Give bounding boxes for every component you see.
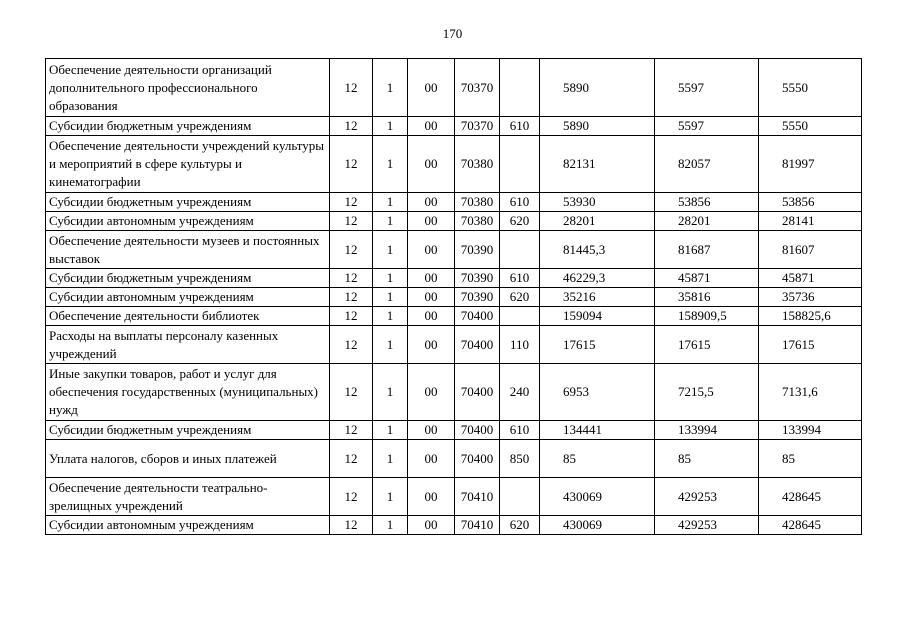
- subsection-code: 1: [373, 212, 408, 231]
- section-code: 12: [330, 231, 373, 269]
- program-code: 00: [408, 193, 455, 212]
- subsection-code: 1: [373, 326, 408, 364]
- table-row: [46, 212, 862, 231]
- target-article-code: 70410: [455, 478, 500, 516]
- budget-item-name: Субсидии бюджетным учреждениям: [46, 193, 330, 212]
- budget-item-name: Субсидии автономным учреждениям: [46, 288, 330, 307]
- program-code: 00: [408, 364, 455, 421]
- table-row: [46, 516, 862, 535]
- budget-item-name: Иные закупки товаров, работ и услуг для обеспечения государственных (муниципальных) нужд: [46, 364, 330, 421]
- expense-type-code: 110: [500, 326, 540, 364]
- target-article-code: 70380: [455, 136, 500, 193]
- subsection-code: 1: [373, 478, 408, 516]
- budget-item-name: Обеспечение деятельности театрально-зрелищных учреждений: [46, 478, 330, 516]
- expense-type-code: [500, 231, 540, 269]
- table-row: [46, 193, 862, 212]
- program-code: 00: [408, 307, 455, 326]
- subsection-code: 1: [373, 421, 408, 440]
- section-code: 12: [330, 193, 373, 212]
- expense-type-code: 620: [500, 212, 540, 231]
- target-article-code: 70380: [455, 212, 500, 231]
- program-code: 00: [408, 421, 455, 440]
- expense-type-code: 240: [500, 364, 540, 421]
- target-article-code: 70400: [455, 364, 500, 421]
- amount-year-1: 35216: [540, 288, 655, 307]
- amount-year-1: 28201: [540, 212, 655, 231]
- table-row: [46, 59, 862, 117]
- expense-type-code: 610: [500, 117, 540, 136]
- budget-table: [45, 58, 862, 535]
- amount-year-2: 158909,5: [655, 307, 759, 326]
- program-code: 00: [408, 288, 455, 307]
- amount-year-1: 430069: [540, 478, 655, 516]
- table-row: [46, 231, 862, 269]
- subsection-code: 1: [373, 193, 408, 212]
- expense-type-code: [500, 307, 540, 326]
- section-code: 12: [330, 136, 373, 193]
- page-number: 170: [442, 26, 463, 41]
- section-code: 12: [330, 269, 373, 288]
- subsection-code: 1: [373, 516, 408, 535]
- amount-year-2: 35816: [655, 288, 759, 307]
- amount-year-3: 35736: [759, 288, 862, 307]
- amount-year-3: 85: [759, 440, 862, 478]
- table-row: [46, 117, 862, 136]
- amount-year-1: 430069: [540, 516, 655, 535]
- table-row: [46, 288, 862, 307]
- amount-year-3: 158825,6: [759, 307, 862, 326]
- section-code: 12: [330, 307, 373, 326]
- table-row: [46, 269, 862, 288]
- amount-year-3: 5550: [759, 117, 862, 136]
- amount-year-3: 428645: [759, 516, 862, 535]
- target-article-code: 70380: [455, 193, 500, 212]
- section-code: 12: [330, 117, 373, 136]
- amount-year-1: 134441: [540, 421, 655, 440]
- amount-year-3: 428645: [759, 478, 862, 516]
- expense-type-code: [500, 478, 540, 516]
- program-code: 00: [408, 231, 455, 269]
- amount-year-3: 5550: [759, 59, 862, 117]
- table-row: [46, 326, 862, 364]
- budget-item-name: Уплата налогов, сборов и иных платежей: [46, 440, 330, 478]
- amount-year-2: 5597: [655, 117, 759, 136]
- budget-item-name: Обеспечение деятельности учреждений культуры и мероприятий в сфере культуры и кинематографии: [46, 136, 330, 193]
- table-row: [46, 307, 862, 326]
- target-article-code: 70390: [455, 269, 500, 288]
- program-code: 00: [408, 440, 455, 478]
- budget-item-name: Субсидии бюджетным учреждениям: [46, 117, 330, 136]
- expense-type-code: 850: [500, 440, 540, 478]
- amount-year-3: 28141: [759, 212, 862, 231]
- amount-year-3: 45871: [759, 269, 862, 288]
- expense-type-code: 610: [500, 269, 540, 288]
- section-code: 12: [330, 364, 373, 421]
- section-code: 12: [330, 478, 373, 516]
- program-code: 00: [408, 136, 455, 193]
- budget-item-name: Обеспечение деятельности библиотек: [46, 307, 330, 326]
- expense-type-code: [500, 136, 540, 193]
- program-code: 00: [408, 516, 455, 535]
- amount-year-1: 5890: [540, 59, 655, 117]
- amount-year-2: 7215,5: [655, 364, 759, 421]
- budget-item-name: Субсидии автономным учреждениям: [46, 212, 330, 231]
- target-article-code: 70400: [455, 307, 500, 326]
- amount-year-2: 429253: [655, 516, 759, 535]
- section-code: 12: [330, 421, 373, 440]
- amount-year-3: 53856: [759, 193, 862, 212]
- budget-item-name: Субсидии бюджетным учреждениям: [46, 269, 330, 288]
- amount-year-2: 429253: [655, 478, 759, 516]
- expense-type-code: 620: [500, 516, 540, 535]
- program-code: 00: [408, 326, 455, 364]
- section-code: 12: [330, 516, 373, 535]
- target-article-code: 70410: [455, 516, 500, 535]
- expense-type-code: 620: [500, 288, 540, 307]
- budget-item-name: Обеспечение деятельности организаций дополнительного профессионального образования: [46, 59, 330, 117]
- table-row: [46, 136, 862, 193]
- amount-year-2: 133994: [655, 421, 759, 440]
- amount-year-2: 28201: [655, 212, 759, 231]
- table-row: [46, 478, 862, 516]
- amount-year-2: 17615: [655, 326, 759, 364]
- budget-item-name: Расходы на выплаты персоналу казенных учреждений: [46, 326, 330, 364]
- amount-year-2: 81687: [655, 231, 759, 269]
- amount-year-3: 81607: [759, 231, 862, 269]
- budget-item-name: Субсидии бюджетным учреждениям: [46, 421, 330, 440]
- amount-year-2: 45871: [655, 269, 759, 288]
- expense-type-code: [500, 59, 540, 117]
- amount-year-1: 17615: [540, 326, 655, 364]
- target-article-code: 70370: [455, 117, 500, 136]
- target-article-code: 70400: [455, 440, 500, 478]
- subsection-code: 1: [373, 136, 408, 193]
- expense-type-code: 610: [500, 193, 540, 212]
- program-code: 00: [408, 269, 455, 288]
- subsection-code: 1: [373, 364, 408, 421]
- section-code: 12: [330, 59, 373, 117]
- subsection-code: 1: [373, 59, 408, 117]
- subsection-code: 1: [373, 288, 408, 307]
- subsection-code: 1: [373, 117, 408, 136]
- section-code: 12: [330, 212, 373, 231]
- amount-year-1: 81445,3: [540, 231, 655, 269]
- target-article-code: 70390: [455, 231, 500, 269]
- program-code: 00: [408, 117, 455, 136]
- target-article-code: 70400: [455, 421, 500, 440]
- program-code: 00: [408, 59, 455, 117]
- amount-year-1: 53930: [540, 193, 655, 212]
- amount-year-1: 6953: [540, 364, 655, 421]
- subsection-code: 1: [373, 307, 408, 326]
- table-row: [46, 421, 862, 440]
- expense-type-code: 610: [500, 421, 540, 440]
- program-code: 00: [408, 478, 455, 516]
- table-row: [46, 440, 862, 478]
- target-article-code: 70390: [455, 288, 500, 307]
- budget-item-name: Обеспечение деятельности музеев и постоянных выставок: [46, 231, 330, 269]
- amount-year-1: 85: [540, 440, 655, 478]
- amount-year-2: 82057: [655, 136, 759, 193]
- section-code: 12: [330, 326, 373, 364]
- amount-year-1: 82131: [540, 136, 655, 193]
- section-code: 12: [330, 440, 373, 478]
- amount-year-2: 53856: [655, 193, 759, 212]
- table-row: [46, 364, 862, 421]
- amount-year-3: 17615: [759, 326, 862, 364]
- section-code: 12: [330, 288, 373, 307]
- amount-year-2: 5597: [655, 59, 759, 117]
- amount-year-3: 7131,6: [759, 364, 862, 421]
- amount-year-1: 159094: [540, 307, 655, 326]
- amount-year-3: 81997: [759, 136, 862, 193]
- program-code: 00: [408, 212, 455, 231]
- subsection-code: 1: [373, 231, 408, 269]
- target-article-code: 70400: [455, 326, 500, 364]
- amount-year-2: 85: [655, 440, 759, 478]
- amount-year-1: 46229,3: [540, 269, 655, 288]
- amount-year-3: 133994: [759, 421, 862, 440]
- target-article-code: 70370: [455, 59, 500, 117]
- subsection-code: 1: [373, 440, 408, 478]
- amount-year-1: 5890: [540, 117, 655, 136]
- budget-item-name: Субсидии автономным учреждениям: [46, 516, 330, 535]
- subsection-code: 1: [373, 269, 408, 288]
